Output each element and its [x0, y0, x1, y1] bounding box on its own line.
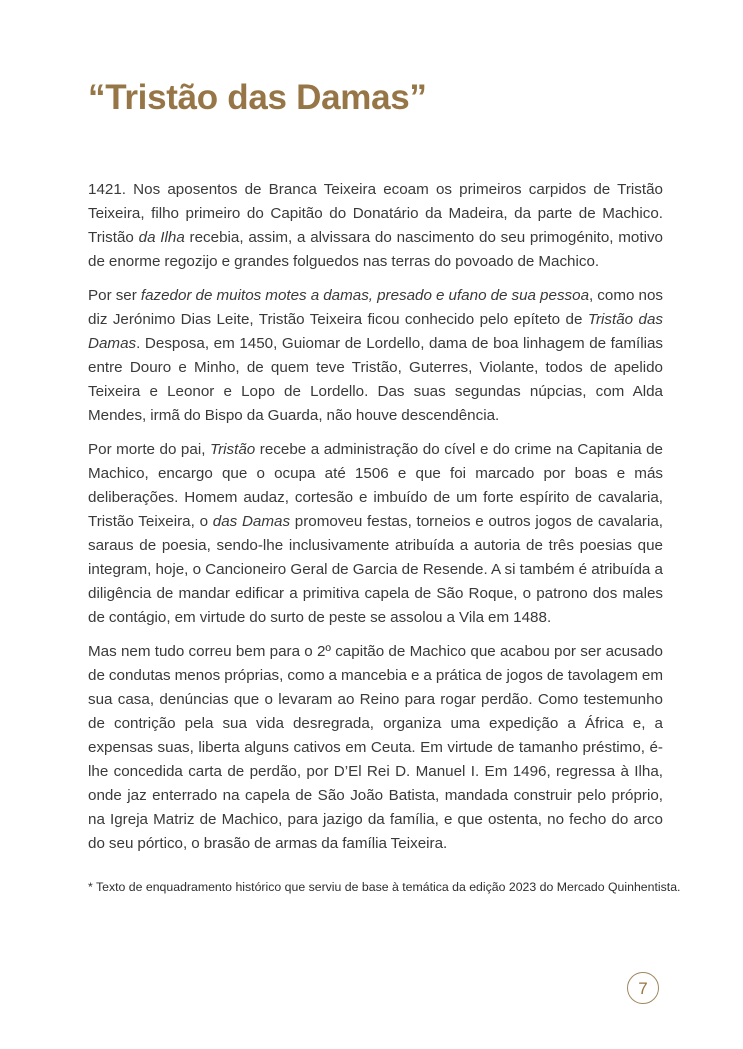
- footnote: * Texto de enquadramento histórico que serviu de base à temática da edição 2023 do Mercado Quinhentista.: [88, 880, 681, 894]
- paragraph: Por ser fazedor de muitos motes a damas, presado e ufano de sua pessoa, como nos diz Jerónimo Dias Leite, Tristão Teixeira ficou conhecido pelo epíteto de Tristão das Damas. Desposa, em 1450, Guiomar de Lordello, dama de boa linhagem de famílias entre Douro e Minho, de quem teve Tristão, Guterres, Violante, todos de apelido Teixeira e Leonor e Lopo de Lordello. Das suas segundas núpcias, com Alda Mendes, irmã do Bispo da Guarda, não houve descendência.: [88, 287, 664, 424]
- page-number-badge: [627, 972, 659, 1004]
- paragraph: Mas nem tudo correu bem para o 2º capitão de Machico que acabou por ser acusado de condutas menos próprias, como a mancebia e a prática de jogos de tavolagem em sua casa, denúncias que o levaram ao Reino para rogar perdão. Como testemunho de contrição pela sua vida desregrada, organiza uma expedição a África e, a expensas suas, liberta alguns cativos em Ceuta. Em virtude de tamanho préstimo, é-lhe concedida carta de perdão, por D’El Rei D. Manuel I. Em 1496, regressa à Ilha, onde jaz enterrado na capela de São João Batista, mandada construir pelo próprio, na Igreja Matriz de Machico, para jazigo da família, e que ostenta, no fecho do arco do seu pórtico, o brasão de armas da família Teixeira.: [88, 643, 663, 852]
- page-number: 7: [638, 978, 648, 998]
- page-title: “Tristão das Damas”: [88, 78, 427, 117]
- article-body: [88, 178, 663, 866]
- paragraph: Por morte do pai, Tristão recebe a administração do cível e do crime na Capitania de Machico, encargo que o ocupa até 1506 e que foi marcado por boas e más deliberações. Homem audaz, cortesão e imbuído de um forte espírito de cavalaria, Tristão Teixeira, o das Damas promoveu festas, torneios e outros jogos de cavalaria, saraus de poesia, sendo-lhe inclusivamente atribuída a autoria de três poesias que integram, hoje, o Cancioneiro Geral de Garcia de Resende. A si também é atribuída a diligência de mandar edificar a primitiva capela de São Roque, o patrono dos males de contágio, em virtude do surto de peste se assolou a Vila em 1488.: [88, 441, 664, 626]
- paragraph: 1421. Nos aposentos de Branca Teixeira ecoam os primeiros carpidos de Tristão Teixeira, filho primeiro do Capitão do Donatário da Madeira, da parte de Machico. Tristão da Ilha recebia, assim, a alvissara do nascimento do seu primogénito, motivo de enorme regozijo e grandes folguedos nas terras do povoado de Machico.: [88, 181, 663, 270]
